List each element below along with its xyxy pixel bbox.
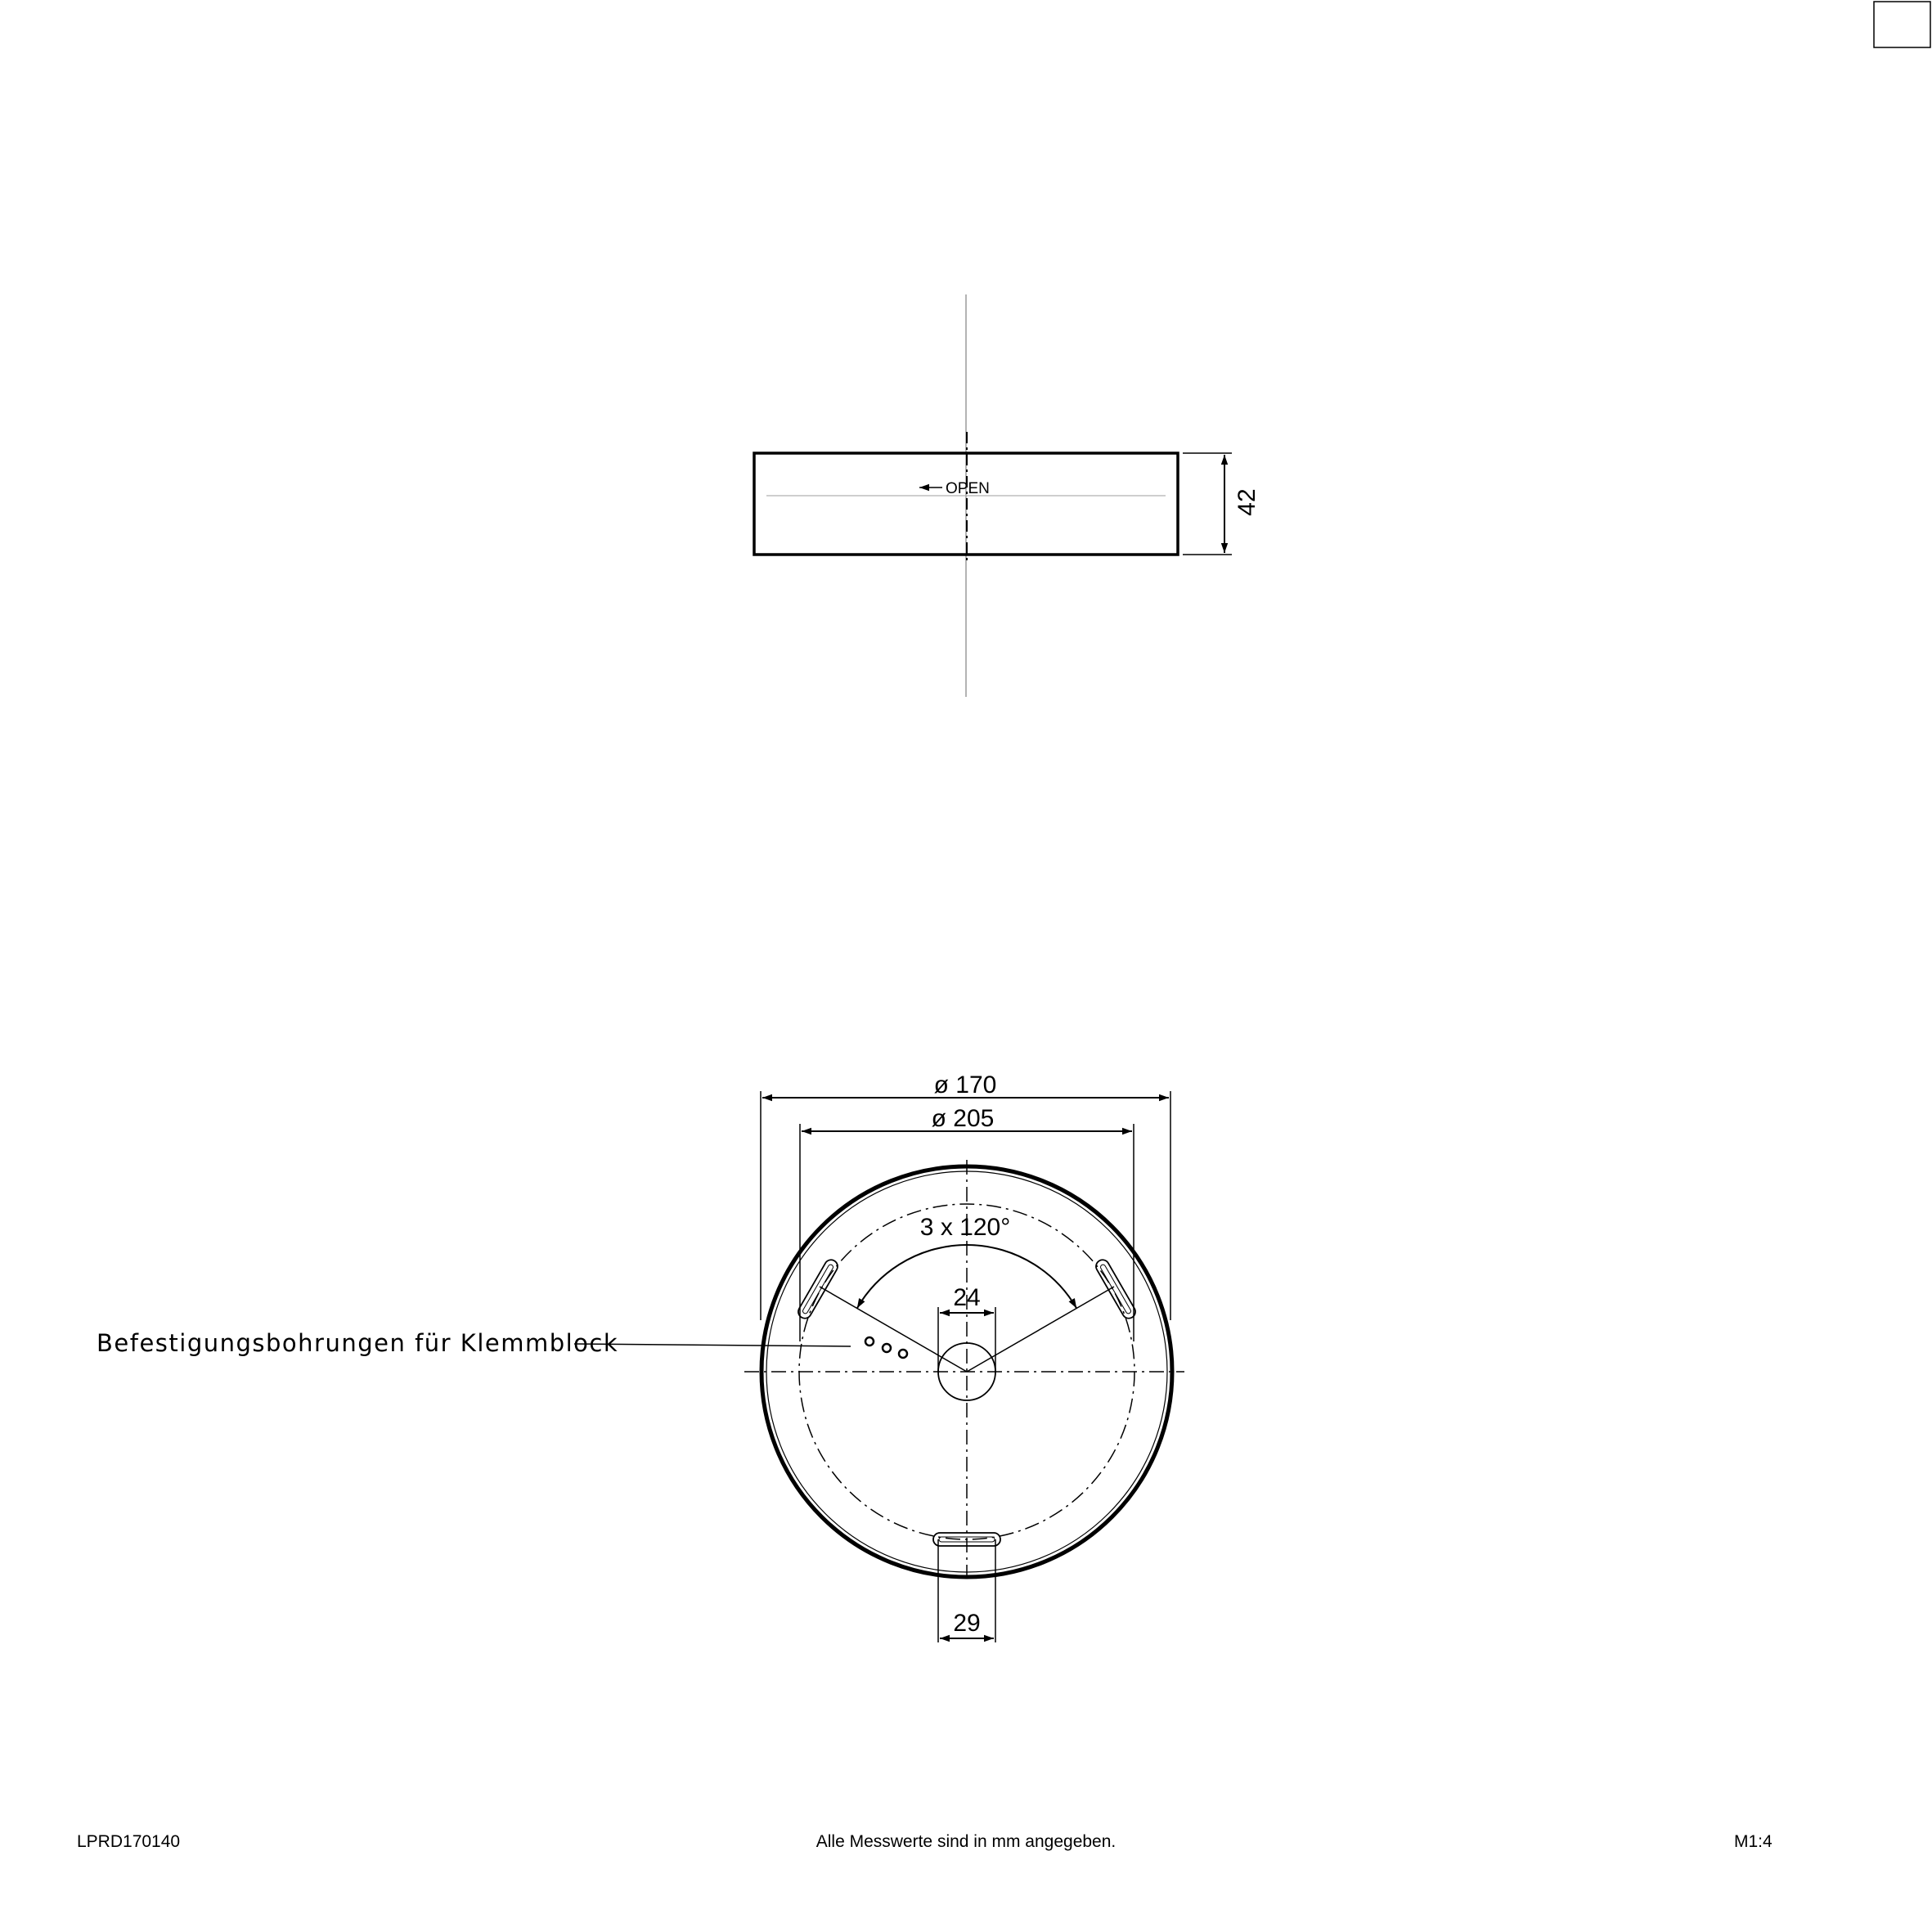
height-dimension-label: 42 — [1233, 488, 1260, 516]
hole-dimension-label: 24 — [953, 1284, 981, 1311]
clamp-hole-1 — [865, 1337, 874, 1346]
slot-dimension-label: 29 — [953, 1610, 981, 1637]
angle-dimension-label: 3 x 120° — [919, 1214, 1011, 1241]
open-label: OPEN — [946, 480, 990, 497]
units-note: Alle Messwerte sind in mm angegeben. — [815, 1832, 1117, 1851]
scale-label: M1:4 — [1734, 1832, 1772, 1851]
clamp-holes-callout: Befestigungsbohrungen für Klemmblock — [97, 1329, 619, 1357]
radial-line-left — [820, 1287, 967, 1372]
footer — [77, 1832, 1772, 1851]
side-view — [754, 294, 1260, 697]
outer-dia-label: ø 170 — [933, 1072, 997, 1099]
clamp-hole-3 — [899, 1350, 907, 1358]
top-view — [97, 1072, 1184, 1642]
clamp-hole-2 — [883, 1344, 891, 1352]
corner-frame-box — [1874, 2, 1930, 47]
inner-dia-label: ø 205 — [931, 1105, 995, 1132]
mounting-slot-left — [796, 1257, 840, 1320]
article-number: LPRD170140 — [77, 1832, 181, 1851]
radial-line-right — [967, 1287, 1114, 1372]
mounting-slot-right — [1094, 1257, 1138, 1320]
